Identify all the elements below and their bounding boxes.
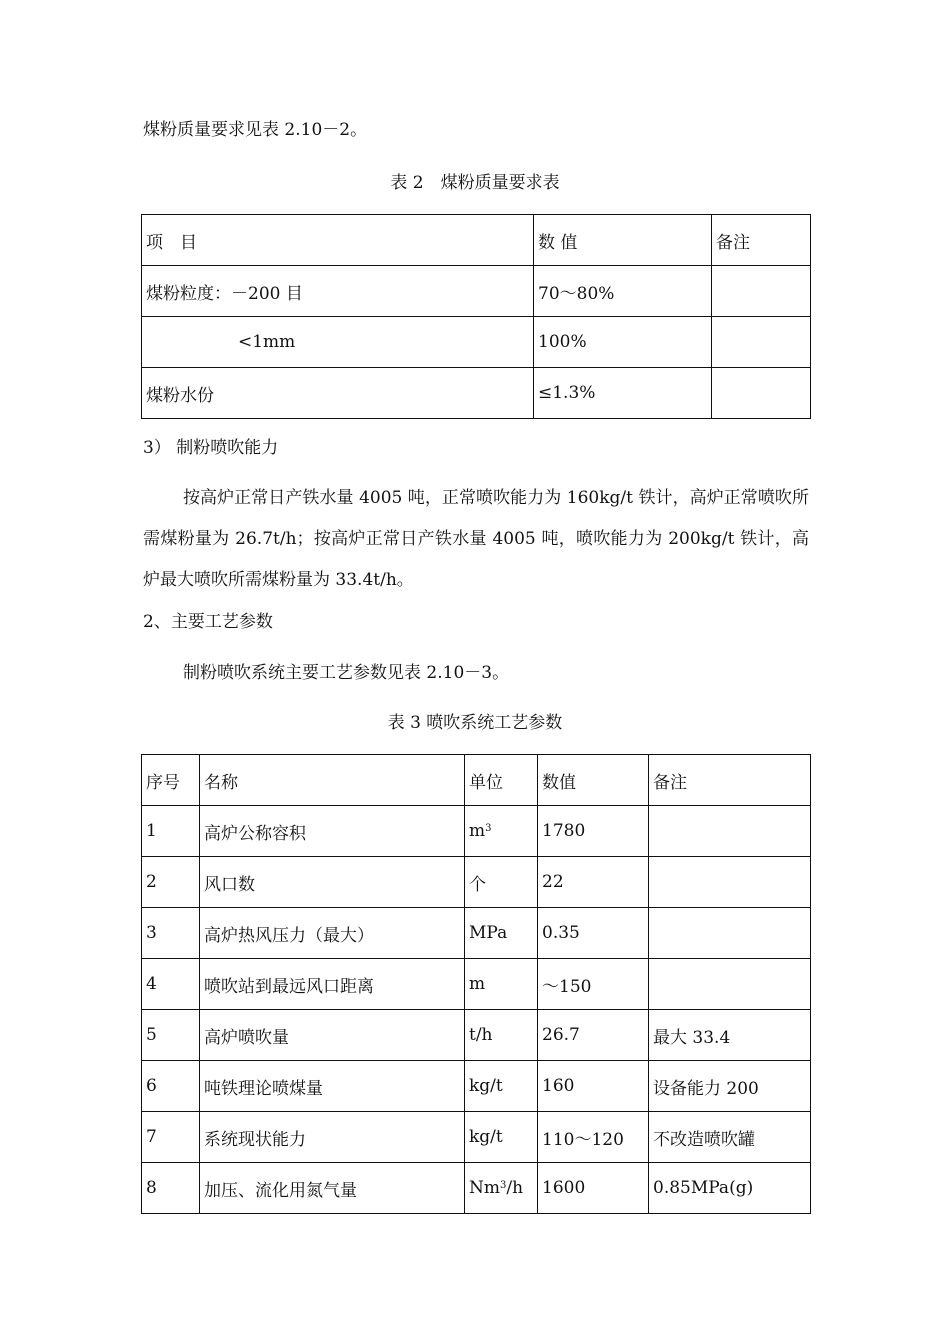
table-cell: t/h	[465, 1010, 538, 1061]
body-paragraph: 按高炉正常日产铁水量 4005 吨，正常喷吹能力为 160kg/t 铁计，高炉正常喷吹所需煤粉量为 26.7t/h；按高炉正常日产铁水量 4005 吨，喷吹能力为 200kg/t 铁计，高炉最大喷吹所需煤粉量为 33.4t/h。	[143, 488, 809, 590]
table-cell: 最大 33.4	[649, 1010, 811, 1061]
table-cell: 1	[142, 806, 200, 857]
table-cell: MPa	[465, 908, 538, 959]
table-header-cell: 数值	[538, 755, 649, 806]
table-cell	[649, 857, 811, 908]
table-row	[142, 368, 811, 419]
table-cell: 设备能力 200	[649, 1061, 811, 1112]
table-cell: kg/t	[465, 1112, 538, 1163]
table3-caption: 表 3 喷吹系统工艺参数	[387, 713, 563, 733]
table-cell: 1600	[538, 1163, 649, 1214]
table-row	[142, 959, 811, 1010]
table-cell: 100%	[534, 317, 712, 368]
table-cell: 系统现状能力	[200, 1112, 465, 1163]
coal-quality-table	[141, 214, 811, 419]
unit-superscript: 3	[485, 823, 492, 834]
table-cell: 5	[142, 1010, 200, 1061]
table2-caption: 表 2 煤粉质量要求表	[390, 173, 560, 193]
table-header-cell: 备注	[649, 755, 811, 806]
table-header-cell: 项 目	[142, 215, 534, 266]
table-cell: 喷吹站到最远风口距离	[200, 959, 465, 1010]
table-cell: 煤粉水份	[142, 368, 534, 419]
table-cell: 不改造喷吹罐	[649, 1112, 811, 1163]
table-cell	[712, 368, 811, 419]
table-cell: 70～80%	[534, 266, 712, 317]
table-cell: 3	[142, 908, 200, 959]
table-cell: 7	[142, 1112, 200, 1163]
table-cell: 高炉公称容积	[200, 806, 465, 857]
table-cell: 吨铁理论喷煤量	[200, 1061, 465, 1112]
intro-text: 煤粉质量要求见表 2.10－2。	[143, 120, 368, 140]
table-cell: 8	[142, 1163, 200, 1214]
table-cell	[649, 908, 811, 959]
table-cell	[465, 1163, 538, 1214]
body-text: 制粉喷吹系统主要工艺参数见表 2.10－3。	[183, 663, 510, 683]
table-cell	[649, 959, 811, 1010]
table-cell: kg/t	[465, 1061, 538, 1112]
unit-suffix: /h	[506, 1178, 524, 1198]
table-cell: ≤1.3%	[534, 368, 712, 419]
table-cell: 个	[465, 857, 538, 908]
table-row	[142, 1163, 811, 1214]
table-cell: 0.35	[538, 908, 649, 959]
table-cell: 0.85MPa(g)	[649, 1163, 811, 1214]
table-row	[142, 908, 811, 959]
table-cell: ～150	[538, 959, 649, 1010]
table-cell	[712, 317, 811, 368]
unit-text: m	[469, 821, 486, 841]
table-header-cell: 备注	[712, 215, 811, 266]
table-cell	[712, 266, 811, 317]
table-cell: 风口数	[200, 857, 465, 908]
section-heading: 3） 制粉喷吹能力	[143, 438, 279, 458]
table-cell	[465, 806, 538, 857]
table-cell: 160	[538, 1061, 649, 1112]
table-cell: 2	[142, 857, 200, 908]
table-header-row	[142, 215, 811, 266]
table-row	[142, 1010, 811, 1061]
table-cell	[649, 806, 811, 857]
table-cell: 高炉热风压力（最大）	[200, 908, 465, 959]
process-parameter-table	[141, 754, 811, 1214]
table-cell: 4	[142, 959, 200, 1010]
table-row	[142, 857, 811, 908]
unit-text: Nm	[469, 1178, 500, 1198]
table-cell: 26.7	[538, 1010, 649, 1061]
table-cell: 高炉喷吹量	[200, 1010, 465, 1061]
table-cell: m	[465, 959, 538, 1010]
table-header-cell: 序号	[142, 755, 200, 806]
table-row	[142, 806, 811, 857]
unit-superscript: 3	[500, 1180, 507, 1191]
table-header-cell: 名称	[200, 755, 465, 806]
table-cell: 煤粉粒度：－200 目	[142, 266, 534, 317]
table-cell: 22	[538, 857, 649, 908]
table-cell: 1780	[538, 806, 649, 857]
table-row	[142, 266, 811, 317]
table-cell: 6	[142, 1061, 200, 1112]
table-row	[142, 1061, 811, 1112]
table-header-cell: 单位	[465, 755, 538, 806]
table-header-cell: 数 值	[534, 215, 712, 266]
table-row	[142, 317, 811, 368]
table-header-row	[142, 755, 811, 806]
table-cell: 加压、流化用氮气量	[200, 1163, 465, 1214]
section-heading: 2、主要工艺参数	[143, 612, 273, 632]
table-row	[142, 1112, 811, 1163]
table-cell: <1mm	[142, 317, 534, 368]
table-cell: 110～120	[538, 1112, 649, 1163]
